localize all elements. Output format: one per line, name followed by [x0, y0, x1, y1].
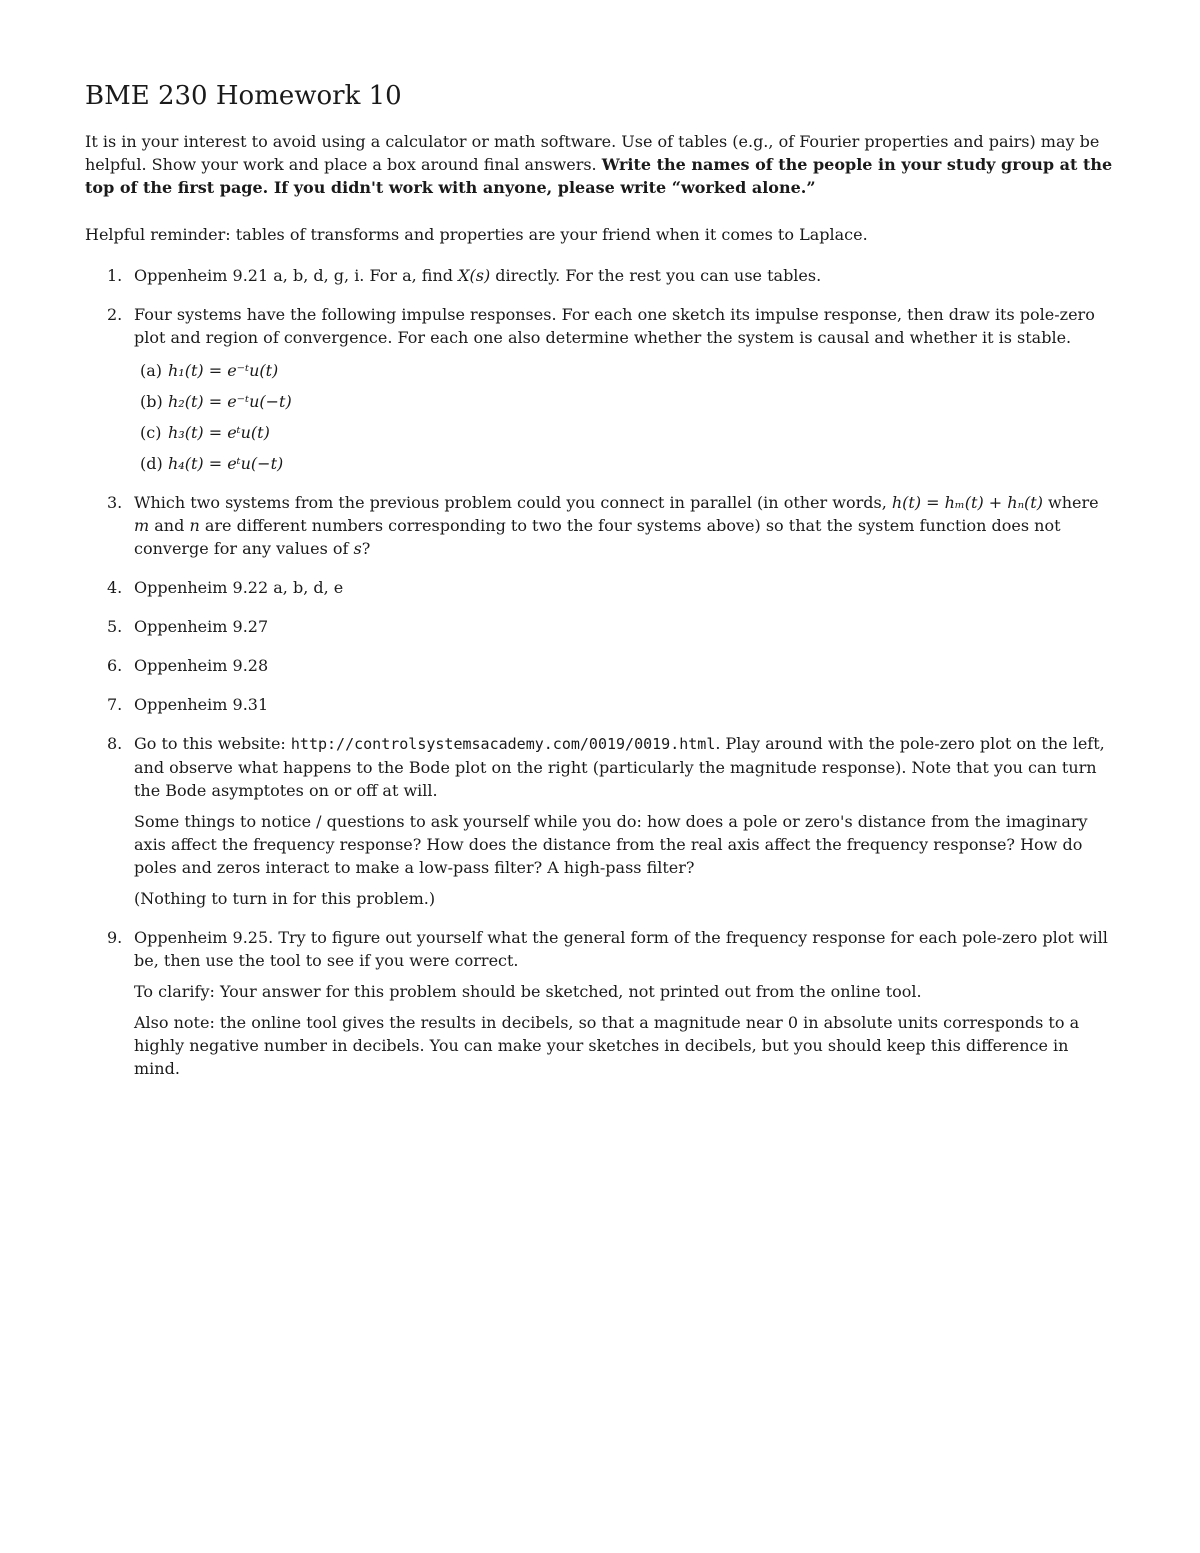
website-url[interactable]: http://controlsystemsacademy.com/0019/0019.html — [290, 735, 716, 753]
problem-number: 7. — [107, 695, 123, 714]
problem-text: are different numbers corresponding to two the four systems above) so that the system function does not converge for any values of — [134, 516, 1061, 558]
subitem-b — [134, 390, 1116, 413]
problem-text: Which two systems from the previous problem could you connect in parallel (in other words, — [134, 493, 892, 512]
page-title: BME 230 Homework 10 — [85, 81, 402, 111]
problem-text: and — [149, 516, 190, 535]
math-expression: s — [353, 539, 362, 558]
problem-text: Four systems have the following impulse responses. For each one sketch its impulse response, then draw its pole-zero plot and region of convergence. For each one also determine whether the system is causal and whether it is stable. — [134, 305, 1095, 347]
math-expression: h₂(t) = e⁻ᵗu(−t) — [168, 392, 292, 411]
problem-number: 3. — [107, 493, 123, 512]
problem-text: Go to this website: — [134, 734, 291, 753]
reminder-paragraph: Helpful reminder: tables of transforms and properties are your friend when it comes to Laplace. — [85, 225, 868, 244]
problem-8 — [85, 732, 1116, 910]
problem-text: ? — [361, 539, 371, 558]
subitem-label: (c) — [140, 423, 162, 442]
problem-text: Oppenheim 9.22 a, b, d, e — [134, 578, 344, 597]
math-expression: h(t) = hₘ(t) + hₙ(t) — [891, 493, 1043, 512]
subitem-label: (d) — [140, 454, 163, 473]
problem-1 — [85, 264, 1116, 287]
problem-paragraph: Also note: the online tool gives the results in decibels, so that a magnitude near 0 in absolute units corresponds to a highly negative number in decibels. You can make your sketches in decibels, but you should keep this difference in mind. — [134, 1013, 1080, 1078]
problem-3 — [85, 491, 1116, 560]
intro-text: It is in your interest to avoid using a calculator or math software. Use of tables (e.g., of Fourier properties and pairs) may be helpful. Show your work and place a box around final answers. — [85, 132, 1100, 174]
subitem-c — [134, 421, 1116, 444]
problem-number: 1. — [107, 266, 123, 285]
problem-6 — [85, 654, 1116, 677]
problem-7 — [85, 693, 1116, 716]
math-expression: h₄(t) = eᵗu(−t) — [168, 454, 284, 473]
subitem-label: (b) — [140, 392, 163, 411]
math-expression: X(s) — [458, 266, 491, 285]
problem-text: where — [1042, 493, 1099, 512]
problem-number: 8. — [107, 734, 123, 753]
problem-paragraph: Some things to notice / questions to ask yourself while you do: how does a pole or zero's distance from the imaginary axis affect the frequency response? How does the distance from the real axis affect the frequency response? How do poles and zeros interact to make a low-pass filter? A high-pass filter? — [134, 812, 1088, 877]
subitem-label: (a) — [140, 361, 163, 380]
problem-paragraph: Oppenheim 9.25. Try to figure out yourself what the general form of the frequency response for each pole-zero plot will be, then use the tool to see if you were correct. — [134, 928, 1108, 970]
math-expression: n — [189, 516, 200, 535]
problem-paragraph: (Nothing to turn in for this problem.) — [134, 889, 436, 908]
problem-text: . Play around with the pole-zero plot on the left, and observe what happens to the Bode plot on the right (particularly the magnitude response). Note that you can turn the Bode asymptotes on or off at will. — [134, 734, 1105, 800]
subitem-list — [134, 359, 1116, 475]
subitem-a — [134, 359, 1116, 382]
problem-number: 9. — [107, 928, 123, 947]
math-expression: m — [134, 516, 150, 535]
problem-text: Oppenheim 9.27 — [134, 617, 269, 636]
problem-text: directly. For the rest you can use tables. — [490, 266, 822, 285]
problem-2 — [85, 303, 1116, 475]
math-expression: h₁(t) = e⁻ᵗu(t) — [168, 361, 279, 380]
problem-number: 4. — [107, 578, 123, 597]
problem-number: 5. — [107, 617, 123, 636]
problem-text: Oppenheim 9.21 a, b, d, g, i. For a, find — [134, 266, 459, 285]
problem-number: 2. — [107, 305, 123, 324]
intro-paragraph — [85, 130, 1116, 199]
problem-9 — [85, 926, 1116, 1080]
problem-text: Oppenheim 9.31 — [134, 695, 269, 714]
subitem-d — [134, 452, 1116, 475]
problem-number: 6. — [107, 656, 123, 675]
math-expression: h₃(t) = eᵗu(t) — [168, 423, 270, 442]
problem-list — [85, 264, 1116, 1080]
problem-text: Oppenheim 9.28 — [134, 656, 269, 675]
problem-5 — [85, 615, 1116, 638]
problem-4 — [85, 576, 1116, 599]
intro-bold-text: Write the names of the people in your study group at the top of the first page. If you didn't work with anyone, please write “worked alone.” — [85, 155, 1113, 197]
document-body — [85, 80, 1116, 1096]
problem-paragraph: To clarify: Your answer for this problem should be sketched, not printed out from the online tool. — [134, 982, 922, 1001]
problem-paragraph — [134, 732, 1116, 802]
